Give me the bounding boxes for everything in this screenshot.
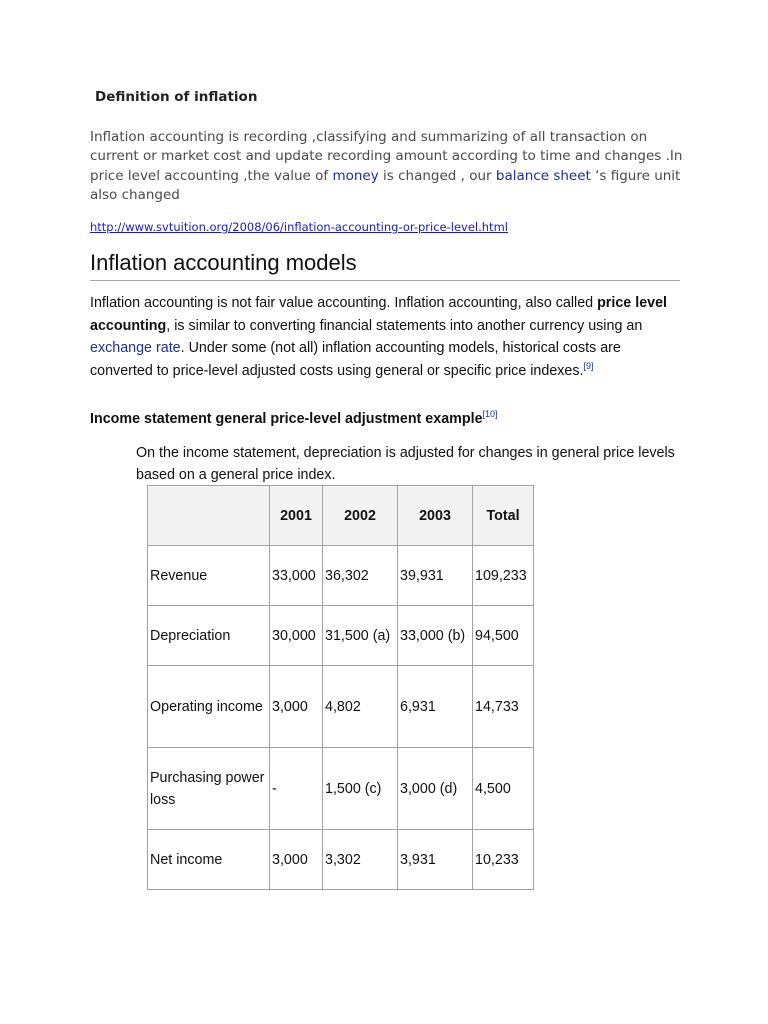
table-cell: 33,000 (b) [398, 606, 473, 666]
table-cell: 39,931 [398, 546, 473, 606]
table-row [148, 748, 534, 830]
table-cell: 109,233 [473, 546, 534, 606]
definition-paragraph [90, 128, 690, 205]
table-cell: 3,000 [270, 830, 323, 890]
table-header-cell: 2001 [270, 486, 323, 546]
models-text-1: Inflation accounting is not fair value accounting. Inflation accounting, also called [90, 295, 598, 311]
table-row [148, 830, 534, 890]
definition-text-3: ‘s figure unit also changed [90, 167, 681, 203]
source-url-link[interactable]: http://www.svtuition.org/2008/06/inflation-accounting-or-price-level.html [90, 220, 508, 234]
table-cell: 31,500 (a) [323, 606, 398, 666]
definition-text-1: Inflation accounting is recording ,classifying and summarizing of all transaction on current or market cost and update recording amount according to time and changes .In price level accounting ,the value of [90, 129, 683, 184]
table-row-label: Depreciation [148, 606, 270, 666]
table-row [148, 666, 534, 748]
models-text-3: . Under some (not all) inflation accounting models, historical costs are converted to price-level adjusted costs using general or specific price indexes. [90, 340, 621, 379]
table-row-label: Operating income [148, 666, 270, 748]
models-paragraph [90, 292, 680, 382]
table-cell: 3,000 (d) [398, 748, 473, 830]
definition-heading: Definition of inflation [95, 89, 258, 105]
table-row [148, 606, 534, 666]
example-heading-text: Income statement general price-level adjustment example [90, 411, 483, 427]
table-header-row [148, 486, 534, 546]
table-header-cell: 2003 [398, 486, 473, 546]
price-level-adjustment-table [147, 485, 534, 890]
money-link[interactable]: money [332, 167, 379, 184]
table-cell: 30,000 [270, 606, 323, 666]
table-cell: 36,302 [323, 546, 398, 606]
table-cell: - [270, 748, 323, 830]
table-cell: 6,931 [398, 666, 473, 748]
reference-10-link[interactable]: [10] [482, 409, 498, 420]
table-cell: 14,733 [473, 666, 534, 748]
balance-sheet-link[interactable]: balance sheet [495, 167, 591, 184]
table-header-cell: Total [473, 486, 534, 546]
table-header-cell [148, 486, 270, 546]
table-row-label: Net income [148, 830, 270, 890]
table-cell: 4,500 [473, 748, 534, 830]
example-intro: On the income statement, depreciation is adjusted for changes in general price levels based on a general price index. [136, 445, 675, 483]
definition-text-2: is changed , our [378, 167, 496, 184]
table-cell: 3,302 [323, 830, 398, 890]
reference-9-link[interactable]: [9] [583, 360, 594, 371]
table-cell: 94,500 [473, 606, 534, 666]
table-cell: 3,931 [398, 830, 473, 890]
table-cell: 33,000 [270, 546, 323, 606]
models-heading: Inflation accounting models [90, 250, 680, 281]
table-cell: 3,000 [270, 666, 323, 748]
table-header-cell: 2002 [323, 486, 398, 546]
table-cell: 4,802 [323, 666, 398, 748]
models-text-2: , is similar to converting financial statements into another currency using an [166, 317, 643, 334]
price-level-accounting-term: price level accounting [90, 295, 668, 334]
table-cell: 10,233 [473, 830, 534, 890]
table-row-label: Revenue [148, 546, 270, 606]
table-row-label: Purchasing power loss [148, 748, 270, 830]
table-cell: 1,500 (c) [323, 748, 398, 830]
example-heading [90, 411, 498, 427]
exchange-rate-link[interactable]: exchange rate [90, 340, 181, 356]
table-row [148, 546, 534, 606]
